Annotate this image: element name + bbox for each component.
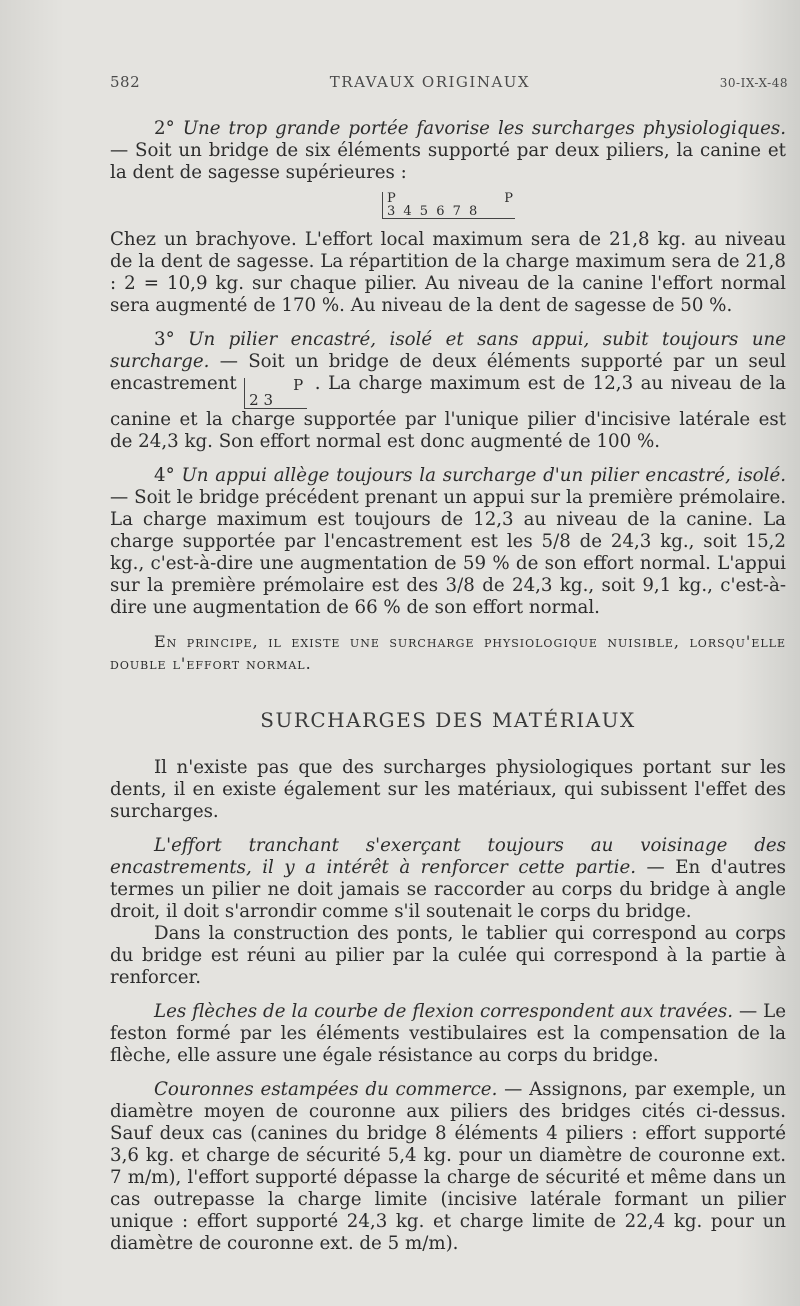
- paragraph-point-4: [110, 465, 786, 619]
- point-heading: Une trop grande portée favorise les surcharges physiologiques.: [182, 118, 786, 139]
- paragraph-heading: Couronnes estampées du commerce.: [154, 1079, 498, 1100]
- running-header: [110, 73, 788, 91]
- formula-pillar-left: P: [387, 191, 398, 206]
- paragraph-text: — En d'autres termes un pilier ne doit jamais se raccorder au corps du bridge à angle droit, il doit s'arrondir comme s'il soutenait le corps du bridge.: [110, 857, 786, 922]
- point-heading: Un appui allège toujours la surcharge d'un pilier encastré, isolé.: [181, 465, 786, 486]
- paragraph-point-2: [110, 118, 786, 184]
- page-number: 582: [110, 73, 141, 91]
- paragraph-shear-effort: [110, 835, 786, 923]
- paragraph-materials-intro: Il n'existe pas que des surcharges physiologiques portant sur les dents, il en existe également sur les matériaux, qui subissent l'effet des surcharges.: [110, 757, 786, 822]
- paragraph-bridge-construction: Dans la construction des ponts, le tablier qui correspond au corps du bridge est réuni au pilier par la culée qui correspond à la partie à renforcer.: [110, 923, 786, 988]
- paragraph-heading: Les flèches de la courbe de flexion correspondent aux travées.: [154, 1001, 733, 1022]
- point-text: — Soit un bridge de six éléments supporté par deux piliers, la canine et la dent de sagesse supérieures :: [110, 140, 786, 183]
- point-text: — Soit un bridge de deux éléments supporté par un seul encastrement: [110, 351, 786, 394]
- paragraph-heading: L'effort tranchant s'exerçant toujours au voisinage des encastrements, il y a intérêt à renforcer cette partie.: [110, 835, 786, 878]
- point-text: — Soit le bridge précédent prenant un appui sur la première prémolaire. La charge maximum est toujours de 12,3 au niveau de la canine. La charge supportée par l'encastrement est les 5/8 de 24,3 kg., soit 15,2 kg., c'est-à-dire une augmentation de 59 % de son effort normal. L'appui sur la première prémolaire est des 3/8 de 24,3 kg., soit 9,1 kg., c'est-à-dire une augmentation de 66 % de son effort normal.: [110, 487, 786, 618]
- running-title: TRAVAUX ORIGINAUX: [329, 73, 531, 91]
- issue-reference: 30-IX-X-48: [719, 76, 788, 90]
- point-text-continued: . La charge maximum est de 12,3 au niveau de la canine et la charge supportée par l'unique pilier d'incisive latérale est de 24,3 kg. Son effort normal est donc augmenté de 100 %.: [110, 373, 786, 452]
- section-title: SURCHARGES DES MATÉRIAUX: [260, 708, 636, 732]
- bridge-formula-six-elements: [382, 192, 515, 219]
- paragraph-stamped-crowns: [110, 1079, 786, 1255]
- paragraph-brachyove: Chez un brachyove. L'effort local maximum sera de 21,8 kg. au niveau de la dent de sagesse. La répartition de la charge maximum sera de 21,8 : 2 = 10,9 kg. sur chaque pilier. Au niveau de la canine l'effort normal sera augmenté de 170 %. Au niveau de la dent de sagesse de 50 %.: [110, 229, 786, 316]
- paragraph-point-3: [110, 329, 786, 453]
- formula-pillar: P: [293, 376, 304, 394]
- paragraph-text: — Le feston formé par les éléments vestibulaires est la compensation de la flèche, elle assure une égale résistance au corps du bridge.: [110, 1001, 786, 1066]
- formula-teeth: 2 3: [249, 391, 274, 409]
- formula-pillar-right: P: [504, 191, 515, 206]
- paragraph-flexion-curve: [110, 1001, 786, 1067]
- paragraph-text: — Assignons, par exemple, un diamètre moyen de couronne aux piliers des bridges cités ci-dessus. Sauf deux cas (canines du bridge 8 éléments 4 piliers : effort supporté 3,6 kg. et charge de sécurité 5,4 kg. pour un diamètre de couronne ext. 7 m/m), l'effort supporté dépasse la charge de sécurité et même dans un cas outrepasse la charge limite (incisive latérale formant un pilier unique : effort supporté 24,3 kg. et charge limite de 22,4 kg. pour un diamètre de couronne ext. de 5 m/m).: [110, 1079, 786, 1254]
- formula-teeth: 3 4 5 6 7 8: [387, 204, 480, 219]
- page-body: [110, 118, 786, 1255]
- point-heading: Un pilier encastré, isolé et sans appui, subit toujours une surcharge.: [110, 329, 787, 372]
- principle-statement: En principe, il existe une surcharge physiologique nuisible, lorsqu'elle double l'effort normal.: [110, 632, 786, 673]
- bridge-formula-two-elements: [244, 378, 307, 409]
- point-number: 3°: [154, 329, 189, 350]
- point-number: 2°: [154, 118, 183, 139]
- point-number: 4°: [154, 465, 182, 486]
